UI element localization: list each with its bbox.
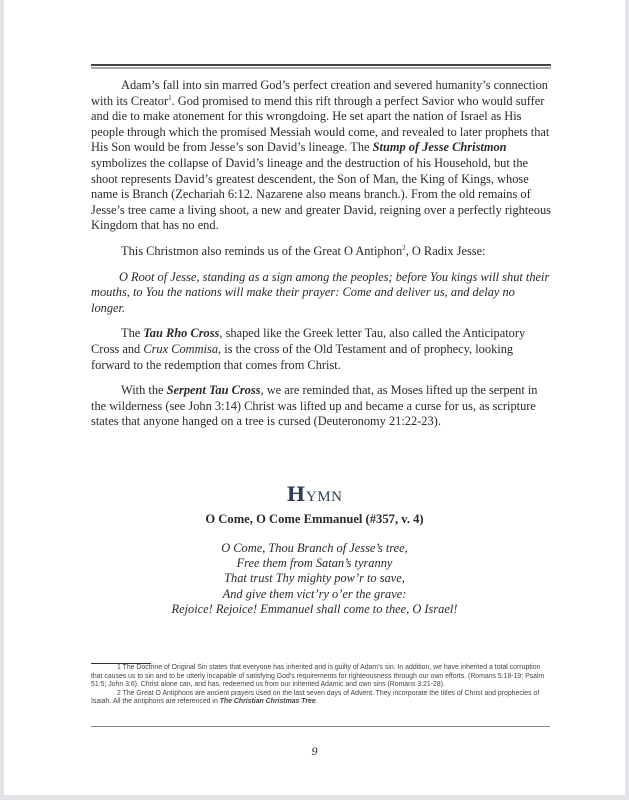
header-rule-light (91, 67, 551, 69)
term-stump-of-jesse: Stump of Jesse Christmon (372, 140, 507, 155)
book-title: The Christian Christmas Tree (219, 698, 316, 706)
hymn-title: O Come, O Come Emmanuel (#357, v. 4) (205, 512, 424, 526)
verse-line: That trust Thy mighty pow’r to save, (224, 571, 405, 586)
footnotes (91, 664, 549, 707)
footnote-1: 1 The Doctrine of Original Sin states that everyone has inherited and is guilty of Adam’s sin. In addition, we have inherited a total corruption that causes us to sin and to be utterly incapable of satisfying God’s requirements for righteousness through our own efforts. (Romans 5:18-19; Psalm 51:5; John 3:6). Christ alone can, and has, redeemed us from our inherited Adamic and own sins (Romans 3:21-28). (91, 664, 545, 689)
footnote-2: 2 The Great O Antiphons are ancient prayers used on the last seven days of Advent. They incorporate the titles of Christ and prophecies of Isaiah. All the antiphons are referenced in The Christian Christmas Tree. (91, 689, 540, 706)
body-text (91, 78, 551, 430)
hymn-heading (0, 482, 629, 506)
term-serpent-tau-cross: Serpent Tau Cross (166, 383, 261, 398)
paragraph-serpent-tau: With the Serpent Tau Cross, we are reminded that, as Moses lifted up the serpent in the wilderness (see John 3:14) Christ was lifted up and became a curse for us, as scripture states that anyone hanged on a tree is cursed (Deuteronomy 21:22-23). (91, 383, 538, 429)
hymn-verse (0, 541, 629, 617)
term-tau-rho-cross: Tau Rho Cross (143, 326, 220, 341)
footnote-ref-2[interactable]: 2 (402, 243, 406, 252)
header-rule-dark (91, 64, 551, 66)
hymn-drop-initial: H (286, 482, 306, 506)
term-crux-commisa: Crux Commisa (143, 341, 219, 356)
verse-line: And give them vict’ry o’er the grave: (222, 586, 407, 601)
footer-rule (91, 726, 550, 727)
hymn-label: HYMN (286, 482, 343, 506)
verse-line: Rejoice! Rejoice! Emmanuel shall come to thee, O Israel! (171, 601, 458, 616)
paragraph-adams-fall: Adam’s fall into sin marred God’s perfect creation and severed humanity’s connection with its Creator$^1$. God promised to mend this rift through a perfect Savior who would suffer and die to make atonement for this wrongdoing. He set apart the nation of Israel as His people through which the promised Messiah would come, and revealed to later prophets that His Son would be from Jesse’s son David’s lineage. The Stump of Jesse Christmon symbolizes the collapse of David’s lineage and the destruction of his Household, but the shoot represents David’s greatest descendent, the Son of Man, the King of Kings, whose name is Branch (Zechariah 6:12. Nazarene also means branch.). From the old remains of Jesse’s tree came a living shoot, a new and greater David, reigning over a perfectly righteous Kingdom that has no end. (91, 78, 552, 233)
paragraph-antiphon-intro: This Christmon also reminds us of the Great O Antiphon$^2$, O Radix Jesse: (121, 243, 486, 258)
verse-line: O Come, Thou Branch of Jesse’s tree, (221, 541, 408, 555)
antiphon-quote: O Root of Jesse, standing as a sign among the peoples; before You kings will shut their mouths, to You the nations will make their prayer: Come and deliver us, and delay no longer. (91, 269, 550, 315)
verse-line: Free them from Satan’s tyranny (236, 556, 393, 571)
page-number: 9 (311, 744, 318, 758)
paragraph-tau-rho: The Tau Rho Cross, shaped like the Greek letter Tau, also called the Anticipatory Cross and Crux Commisa, is the cross of the Old Testament and of prophecy, looking forward to the redemption that comes from Christ. (91, 326, 526, 372)
footnote-ref-1[interactable]: 1 (168, 93, 172, 102)
